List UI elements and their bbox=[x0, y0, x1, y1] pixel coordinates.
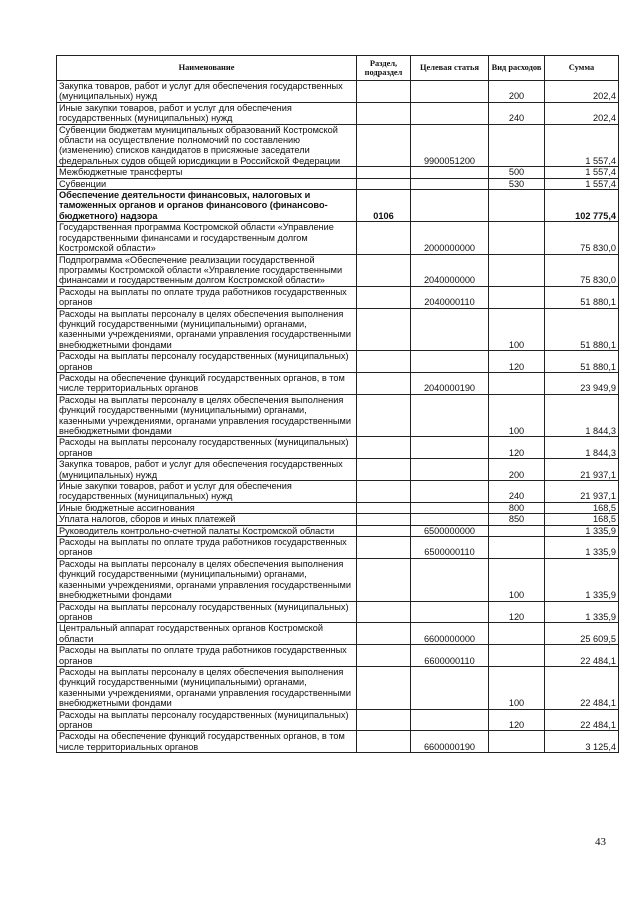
cell-kind: 120 bbox=[489, 437, 545, 459]
cell-kind bbox=[489, 286, 545, 308]
cell-section bbox=[357, 666, 411, 709]
cell-section bbox=[357, 601, 411, 623]
cell-section bbox=[357, 731, 411, 753]
cell-target: 6500000000 bbox=[411, 525, 489, 536]
cell-target bbox=[411, 666, 489, 709]
cell-kind bbox=[489, 645, 545, 667]
cell-name: Расходы на выплаты персоналу государственных (муниципальных) органов bbox=[57, 351, 357, 373]
cell-section bbox=[357, 81, 411, 103]
table-row bbox=[57, 601, 619, 623]
cell-sum: 1 557,4 bbox=[545, 124, 619, 167]
cell-target bbox=[411, 81, 489, 103]
cell-sum: 22 484,1 bbox=[545, 709, 619, 731]
table-row bbox=[57, 645, 619, 667]
cell-name: Расходы на выплаты персоналу в целях обеспечения выполнения функций государственными (муниципальными) органами, казенными учреждениями, органами управления государственными внебюджетными фондами bbox=[57, 666, 357, 709]
cell-kind: 240 bbox=[489, 481, 545, 503]
cell-sum: 75 830,0 bbox=[545, 254, 619, 286]
cell-section bbox=[357, 286, 411, 308]
cell-name: Межбюджетные трансферты bbox=[57, 167, 357, 178]
cell-name: Расходы на выплаты персоналу в целях обеспечения выполнения функций государственными (муниципальными) органами, казенными учреждениями, органами управления государственными внебюджетными фондами bbox=[57, 394, 357, 437]
cell-name: Центральный аппарат государственных органов Костромской области bbox=[57, 623, 357, 645]
table-row bbox=[57, 394, 619, 437]
header-section: Раздел, подраздел bbox=[357, 56, 411, 81]
cell-target bbox=[411, 394, 489, 437]
cell-target bbox=[411, 459, 489, 481]
cell-kind: 500 bbox=[489, 167, 545, 178]
cell-kind bbox=[489, 525, 545, 536]
table-row bbox=[57, 254, 619, 286]
cell-section bbox=[357, 308, 411, 351]
cell-sum: 1 335,9 bbox=[545, 525, 619, 536]
cell-target: 2040000110 bbox=[411, 286, 489, 308]
cell-section bbox=[357, 709, 411, 731]
cell-name: Иные закупки товаров, работ и услуг для обеспечения государственных (муниципальных) нужд bbox=[57, 102, 357, 124]
cell-section bbox=[357, 558, 411, 601]
cell-sum: 1 335,9 bbox=[545, 601, 619, 623]
cell-section bbox=[357, 459, 411, 481]
cell-sum: 25 609,5 bbox=[545, 623, 619, 645]
cell-sum: 168,5 bbox=[545, 514, 619, 525]
table-header-row bbox=[57, 56, 619, 81]
table-row bbox=[57, 81, 619, 103]
cell-target bbox=[411, 558, 489, 601]
cell-name: Субвенции бюджетам муниципальных образований Костромской области на осуществление полномочий по составлению (изменению) списков кандидатов в присяжные заседатели федеральных судов общей юрисдикции в Российской Федерации bbox=[57, 124, 357, 167]
table-row bbox=[57, 351, 619, 373]
cell-kind: 120 bbox=[489, 709, 545, 731]
cell-sum: 1 557,4 bbox=[545, 178, 619, 189]
cell-target: 6500000110 bbox=[411, 537, 489, 559]
cell-sum: 1 844,3 bbox=[545, 437, 619, 459]
cell-section bbox=[357, 502, 411, 513]
cell-target: 2040000190 bbox=[411, 372, 489, 394]
cell-sum: 51 880,1 bbox=[545, 351, 619, 373]
cell-target bbox=[411, 601, 489, 623]
cell-section bbox=[357, 537, 411, 559]
table-row bbox=[57, 308, 619, 351]
cell-name: Расходы на выплаты по оплате труда работников государственных органов bbox=[57, 286, 357, 308]
header-kind: Вид расходов bbox=[489, 56, 545, 81]
cell-target: 2040000000 bbox=[411, 254, 489, 286]
table-row bbox=[57, 558, 619, 601]
cell-section bbox=[357, 372, 411, 394]
table-row bbox=[57, 102, 619, 124]
cell-name: Руководитель контрольно-счетной палаты Костромской области bbox=[57, 525, 357, 536]
cell-target: 2000000000 bbox=[411, 222, 489, 254]
table-row bbox=[57, 623, 619, 645]
cell-section bbox=[357, 222, 411, 254]
cell-target bbox=[411, 308, 489, 351]
budget-table-container bbox=[56, 55, 618, 753]
table-row bbox=[57, 222, 619, 254]
cell-target bbox=[411, 502, 489, 513]
cell-target bbox=[411, 178, 489, 189]
cell-section bbox=[357, 645, 411, 667]
cell-section bbox=[357, 178, 411, 189]
cell-name: Закупка товаров, работ и услуг для обеспечения государственных (муниципальных) нужд bbox=[57, 81, 357, 103]
table-row bbox=[57, 372, 619, 394]
table-row bbox=[57, 709, 619, 731]
cell-name: Расходы на выплаты по оплате труда работников государственных органов bbox=[57, 537, 357, 559]
cell-sum: 1 844,3 bbox=[545, 394, 619, 437]
table-row bbox=[57, 437, 619, 459]
cell-kind: 120 bbox=[489, 351, 545, 373]
table-row bbox=[57, 178, 619, 189]
cell-sum: 102 775,4 bbox=[545, 190, 619, 222]
cell-kind bbox=[489, 731, 545, 753]
table-row bbox=[57, 459, 619, 481]
cell-kind bbox=[489, 222, 545, 254]
cell-target bbox=[411, 351, 489, 373]
cell-section bbox=[357, 167, 411, 178]
table-row bbox=[57, 502, 619, 513]
cell-sum: 75 830,0 bbox=[545, 222, 619, 254]
cell-section bbox=[357, 525, 411, 536]
cell-section bbox=[357, 254, 411, 286]
cell-name: Расходы на выплаты персоналу в целях обеспечения выполнения функций государственными (муниципальными) органами, казенными учреждениями, органами управления государственными внебюджетными фондами bbox=[57, 558, 357, 601]
cell-name: Расходы на выплаты персоналу в целях обеспечения выполнения функций государственными (муниципальными) органами, казенными учреждениями, органами управления государственными внебюджетными фондами bbox=[57, 308, 357, 351]
cell-sum: 22 484,1 bbox=[545, 645, 619, 667]
cell-kind: 200 bbox=[489, 459, 545, 481]
cell-target: 6600000000 bbox=[411, 623, 489, 645]
header-name: Наименование bbox=[57, 56, 357, 81]
table-row bbox=[57, 167, 619, 178]
cell-sum: 3 125,4 bbox=[545, 731, 619, 753]
cell-kind: 120 bbox=[489, 601, 545, 623]
table-row bbox=[57, 525, 619, 536]
cell-section bbox=[357, 437, 411, 459]
cell-name: Обеспечение деятельности финансовых, налоговых и таможенных органов и органов финансового (финансово-бюджетного) надзора bbox=[57, 190, 357, 222]
cell-sum: 202,4 bbox=[545, 81, 619, 103]
cell-target bbox=[411, 190, 489, 222]
cell-section bbox=[357, 623, 411, 645]
cell-name: Расходы на обеспечение функций государственных органов, в том числе территориальных органов bbox=[57, 731, 357, 753]
page-number: 43 bbox=[595, 836, 606, 848]
cell-section: 0106 bbox=[357, 190, 411, 222]
cell-kind bbox=[489, 124, 545, 167]
table-row bbox=[57, 481, 619, 503]
cell-sum: 51 880,1 bbox=[545, 286, 619, 308]
cell-section bbox=[357, 514, 411, 525]
cell-sum: 51 880,1 bbox=[545, 308, 619, 351]
cell-name: Субвенции bbox=[57, 178, 357, 189]
cell-target bbox=[411, 167, 489, 178]
cell-section bbox=[357, 124, 411, 167]
cell-target bbox=[411, 481, 489, 503]
cell-sum: 22 484,1 bbox=[545, 666, 619, 709]
table-row bbox=[57, 666, 619, 709]
cell-kind bbox=[489, 190, 545, 222]
cell-target bbox=[411, 709, 489, 731]
cell-kind bbox=[489, 537, 545, 559]
cell-name: Расходы на обеспечение функций государственных органов, в том числе территориальных органов bbox=[57, 372, 357, 394]
table-row bbox=[57, 124, 619, 167]
budget-table bbox=[56, 55, 619, 753]
cell-target: 6600000110 bbox=[411, 645, 489, 667]
cell-sum: 1 557,4 bbox=[545, 167, 619, 178]
cell-kind: 850 bbox=[489, 514, 545, 525]
cell-name: Иные бюджетные ассигнования bbox=[57, 502, 357, 513]
table-row bbox=[57, 537, 619, 559]
cell-sum: 1 335,9 bbox=[545, 558, 619, 601]
cell-name: Расходы на выплаты персоналу государственных (муниципальных) органов bbox=[57, 601, 357, 623]
table-body bbox=[57, 81, 619, 753]
cell-name: Расходы на выплаты персоналу государственных (муниципальных) органов bbox=[57, 709, 357, 731]
table-row bbox=[57, 731, 619, 753]
cell-section bbox=[357, 351, 411, 373]
cell-name: Уплата налогов, сборов и иных платежей bbox=[57, 514, 357, 525]
cell-target: 9900051200 bbox=[411, 124, 489, 167]
cell-target: 6600000190 bbox=[411, 731, 489, 753]
cell-kind: 530 bbox=[489, 178, 545, 189]
cell-kind: 200 bbox=[489, 81, 545, 103]
cell-target bbox=[411, 437, 489, 459]
header-target: Целевая статья bbox=[411, 56, 489, 81]
table-row bbox=[57, 190, 619, 222]
table-row bbox=[57, 514, 619, 525]
cell-kind: 100 bbox=[489, 308, 545, 351]
cell-sum: 202,4 bbox=[545, 102, 619, 124]
cell-sum: 1 335,9 bbox=[545, 537, 619, 559]
cell-name: Иные закупки товаров, работ и услуг для обеспечения государственных (муниципальных) нужд bbox=[57, 481, 357, 503]
cell-name: Расходы на выплаты по оплате труда работников государственных органов bbox=[57, 645, 357, 667]
cell-section bbox=[357, 102, 411, 124]
cell-kind bbox=[489, 254, 545, 286]
cell-kind: 100 bbox=[489, 558, 545, 601]
cell-target bbox=[411, 102, 489, 124]
cell-section bbox=[357, 394, 411, 437]
cell-kind: 240 bbox=[489, 102, 545, 124]
header-sum: Сумма bbox=[545, 56, 619, 81]
cell-kind: 800 bbox=[489, 502, 545, 513]
cell-kind bbox=[489, 623, 545, 645]
cell-kind bbox=[489, 372, 545, 394]
cell-sum: 168,5 bbox=[545, 502, 619, 513]
cell-kind: 100 bbox=[489, 666, 545, 709]
cell-name: Государственная программа Костромской области «Управление государственными финансами и государственным долгом Костромской области» bbox=[57, 222, 357, 254]
cell-name: Расходы на выплаты персоналу государственных (муниципальных) органов bbox=[57, 437, 357, 459]
table-row bbox=[57, 286, 619, 308]
cell-target bbox=[411, 514, 489, 525]
cell-name: Закупка товаров, работ и услуг для обеспечения государственных (муниципальных) нужд bbox=[57, 459, 357, 481]
cell-name: Подпрограмма «Обеспечение реализации государственной программы Костромской области «Управление государственными финансами и государственным долгом Костромской области» bbox=[57, 254, 357, 286]
cell-kind: 100 bbox=[489, 394, 545, 437]
cell-sum: 21 937,1 bbox=[545, 459, 619, 481]
cell-sum: 23 949,9 bbox=[545, 372, 619, 394]
cell-section bbox=[357, 481, 411, 503]
cell-sum: 21 937,1 bbox=[545, 481, 619, 503]
